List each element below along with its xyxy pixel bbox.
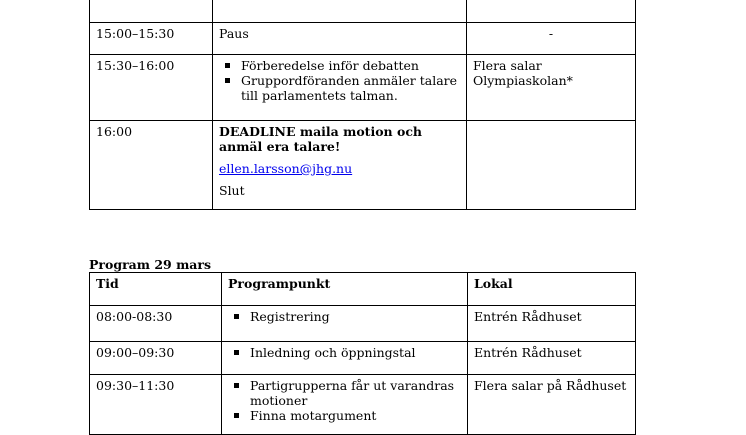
- program-heading: Program 29 mars: [89, 257, 212, 272]
- bullet-list: [228, 345, 461, 360]
- table-row: [90, 23, 636, 55]
- list-item: Gruppordföranden anmäler talare till parlamentets talman.: [219, 73, 460, 103]
- time-cell: 15:00–15:30: [90, 23, 213, 55]
- room-cell: Flera salar Olympiaskolan*: [467, 55, 636, 121]
- bullet-list: [228, 309, 461, 324]
- room-cell: -: [467, 23, 636, 55]
- room-cell: Flera salar på Rådhuset: [468, 375, 636, 435]
- table-row: [90, 55, 636, 121]
- item-cell: Paus: [213, 23, 467, 55]
- item-cell: [222, 342, 468, 375]
- list-item: Partigrupperna får ut varandras motioner: [228, 378, 461, 408]
- item-cell: [222, 306, 468, 342]
- schedule-table-continued: [89, 0, 636, 210]
- room-cell: Entrén Rådhuset: [468, 342, 636, 375]
- table-header-row: [90, 273, 636, 306]
- end-text: Slut: [219, 183, 245, 198]
- bullet-list: [219, 58, 460, 103]
- deadline-text: DEADLINE maila motion och anmäl era talare!: [219, 124, 423, 154]
- table-row: [90, 0, 636, 23]
- item-cell: [222, 375, 468, 435]
- time-cell: 15:30–16:00: [90, 55, 213, 121]
- list-item: Förberedelse inför debatten: [219, 58, 460, 73]
- time-cell: [90, 0, 213, 23]
- time-cell: 09:00–09:30: [90, 342, 222, 375]
- email-link[interactable]: ellen.larsson@jhg.nu: [219, 161, 353, 176]
- room-cell: Entrén Rådhuset: [468, 306, 636, 342]
- table-row: [90, 342, 636, 375]
- header-item: Programpunkt: [222, 273, 468, 306]
- item-cell: [213, 55, 467, 121]
- list-item: Finna motargument: [228, 408, 461, 423]
- item-cell: [213, 121, 467, 210]
- program-table: [89, 272, 636, 435]
- table-row: [90, 121, 636, 210]
- bullet-list: [228, 378, 461, 423]
- room-cell: [467, 121, 636, 210]
- time-cell: 09:30–11:30: [90, 375, 222, 435]
- time-cell: 08:00-08:30: [90, 306, 222, 342]
- header-time: Tid: [90, 273, 222, 306]
- header-room: Lokal: [468, 273, 636, 306]
- item-cell: [213, 0, 467, 23]
- room-cell: [467, 0, 636, 23]
- list-item: Registrering: [228, 309, 461, 324]
- table-row: [90, 306, 636, 342]
- time-cell: 16:00: [90, 121, 213, 210]
- table-row: [90, 375, 636, 435]
- list-item: Inledning och öppningstal: [228, 345, 461, 360]
